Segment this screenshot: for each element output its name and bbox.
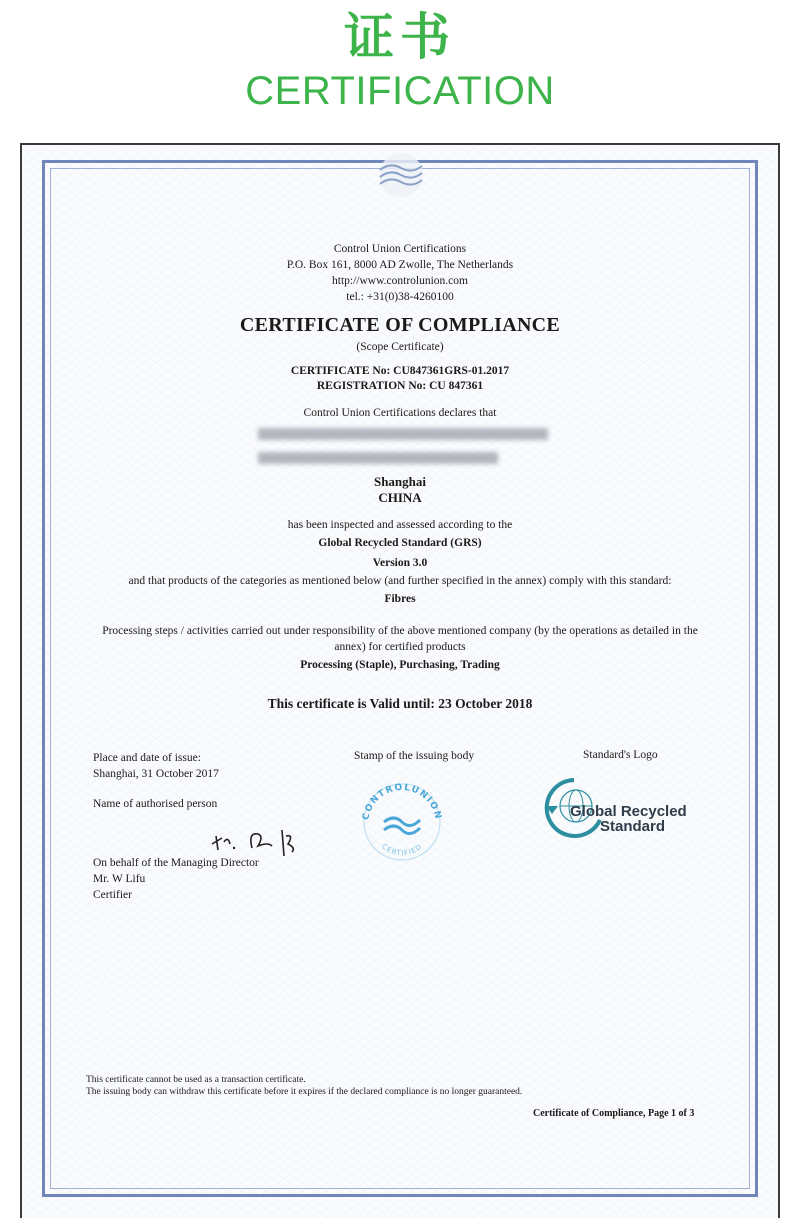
processing-statement-line1: Processing steps / activities carried out under responsibility of the above mentioned company (by the operations as detailed in the	[102, 625, 698, 637]
grs-logo-line1: Global Recycled	[570, 803, 687, 820]
place-date-value: Shanghai, 31 October 2017	[93, 768, 219, 780]
redacted-company-name	[258, 428, 548, 440]
issuer-website: http://www.controlunion.com	[332, 275, 468, 287]
processing-steps: Processing (Staple), Purchasing, Trading	[300, 659, 500, 671]
authorised-person-name: Mr. W Lifu	[93, 873, 146, 885]
wave-emblem-icon	[368, 150, 434, 200]
company-country: CHINA	[378, 490, 422, 505]
stamp-bottom-text: CERTIFIED	[380, 842, 424, 858]
standards-logo-label: Standard's Logo	[583, 749, 658, 761]
issuer-name: Control Union Certifications	[333, 243, 467, 255]
controlunion-stamp-icon	[354, 778, 450, 862]
declares-text: Control Union Certifications declares that	[303, 407, 497, 419]
product-category: Fibres	[384, 593, 416, 605]
banner-title-en: CERTIFICATION	[245, 69, 555, 113]
certificate-number: CERTIFICATE No: CU847361GRS-01.2017	[290, 365, 510, 377]
grs-logo-icon	[544, 774, 704, 840]
redacted-company-address	[258, 452, 498, 464]
company-city: Shanghai	[373, 474, 427, 489]
standard-version: Version 3.0	[372, 557, 428, 569]
certificate-subtitle: (Scope Certificate)	[356, 341, 444, 353]
footer-note-1: This certificate cannot be used as a transaction certificate.	[86, 1075, 306, 1085]
issuer-tel: tel.: +31(0)38-4260100	[346, 291, 454, 303]
svg-text:CERTIFIED	[380, 842, 424, 857]
processing-statement-line2: annex) for certified products	[334, 641, 466, 653]
banner-title-cn: 证书	[344, 8, 456, 66]
page-indicator: Certificate of Compliance, Page 1 of 3	[533, 1108, 695, 1119]
authorised-person-label: Name of authorised person	[93, 798, 218, 810]
stamp-top-text: CONTROLUNION	[361, 782, 443, 822]
behalf-text: On behalf of the Managing Director	[93, 857, 259, 869]
inspected-text: has been inspected and assessed according to the	[287, 519, 513, 531]
authorised-person-role: Certifier	[93, 889, 132, 901]
page-banner	[0, 0, 800, 140]
svg-text:CONTROLUNION	[361, 783, 443, 821]
place-date-label: Place and date of issue:	[93, 752, 201, 764]
standard-name: Global Recycled Standard (GRS)	[318, 537, 482, 549]
issuer-address: P.O. Box 161, 8000 AD Zwolle, The Netherlands	[286, 259, 514, 271]
certificate-title: CERTIFICATE OF COMPLIANCE	[239, 314, 561, 336]
products-statement: and that products of the categories as mentioned below (and further specified in the annex) comply with this standard:	[128, 575, 672, 587]
footer-note-2: The issuing body can withdraw this certificate before it expires if the declared compliance is no longer guaranteed.	[86, 1087, 523, 1097]
stamp-label: Stamp of the issuing body	[354, 750, 475, 762]
grs-logo-line2: Standard	[600, 818, 666, 835]
registration-number: REGISTRATION No: CU 847361	[316, 380, 484, 392]
valid-until: This certificate is Valid until: 23 October 2018	[267, 696, 533, 711]
